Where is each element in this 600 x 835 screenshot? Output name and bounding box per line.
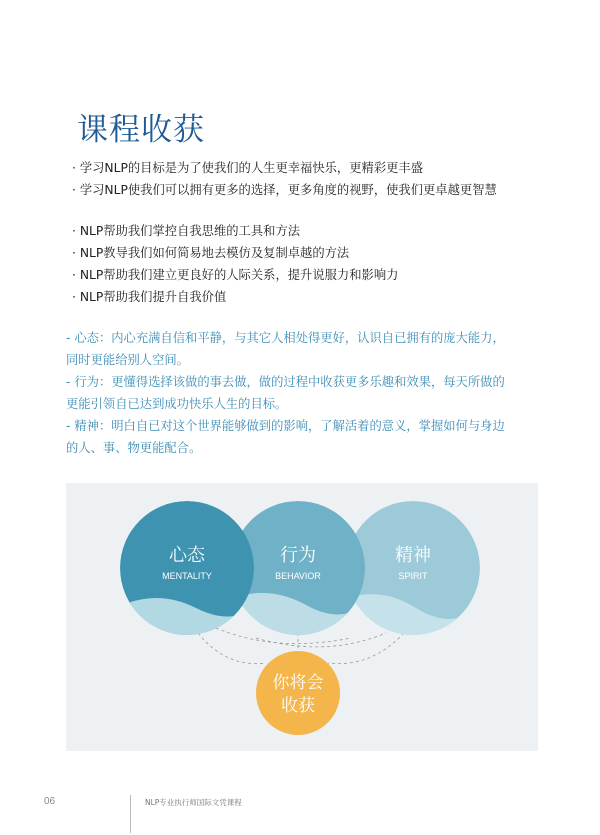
goals-list [72,157,497,201]
behavior-en: BEHAVIOR [275,571,321,581]
detail-line: - 精神：明白自已对这个世界能够做到的影响，了解活着的意义，掌握如何与身边 [66,419,505,433]
list-item: · NLP帮助我们建立更良好的人际关系，提升说服力和影响力 [72,268,399,282]
page-number: 06 [44,796,56,807]
detail-line: 更能引领自已达到成功快乐人生的目标。 [66,397,288,411]
detail-line: - 心态：内心充满自信和平静，与其它人相处得更好，认识自已拥有的庞大能力， [66,331,505,345]
diagram-svg [66,483,538,751]
result-line1: 你将会 [272,673,324,693]
detail-line: 同时更能给别人空间。 [66,353,189,367]
page-title: 课程收获 [77,112,205,148]
list-item: · NLP教导我们如何简易地去模仿及复制卓越的方法 [72,246,350,260]
footer-caption: NLP专业执行师国际文凭课程 [145,798,242,807]
detail-line: - 行为：更懂得选择该做的事去做，做的过程中收获更多乐趣和效果，每天所做的 [66,375,505,389]
spirit-cn: 精神 [395,545,431,566]
result-circle [256,651,340,735]
mentality-en: MENTALITY [162,571,212,581]
spirit-en: SPIRIT [398,571,428,581]
connector-dashed [256,633,386,647]
result-line2: 收获 [281,696,315,716]
outcomes-diagram [66,483,538,751]
connector-dashed [328,633,404,664]
list-item: · NLP帮助我们掌控自我思维的工具和方法 [72,224,301,238]
footer-divider [130,795,131,833]
benefits-list [72,220,398,308]
mentality-cn: 心态 [169,545,205,566]
behavior-cn: 行为 [280,545,316,566]
list-item: · 学习NLP的目标是为了使我们的人生更幸福快乐，更精彩更丰盛 [72,161,424,175]
details-block [66,327,536,459]
list-item: · NLP帮助我们提升自我价值 [72,290,227,304]
detail-line: 的人、事、物更能配合。 [66,441,202,455]
list-item: · 学习NLP使我们可以拥有更多的选择，更多角度的视野，使我们更卓越更智慧 [72,183,497,197]
connector-dashed [198,633,266,664]
